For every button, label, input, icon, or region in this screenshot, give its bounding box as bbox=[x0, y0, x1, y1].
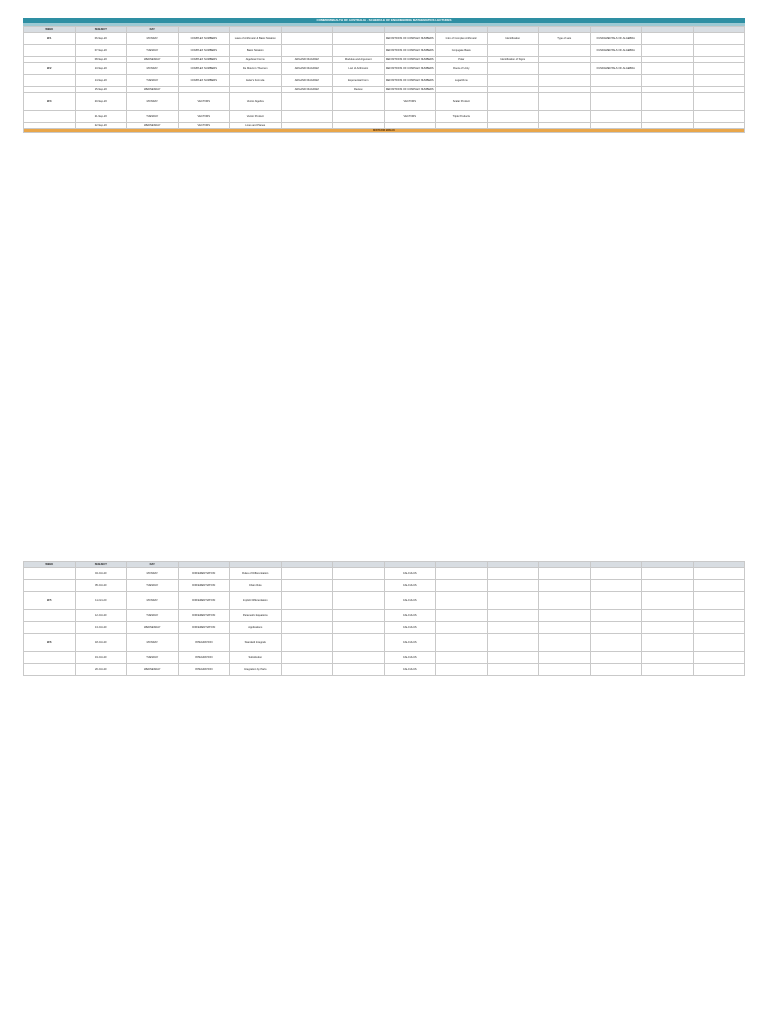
table-cell-c4 bbox=[333, 610, 385, 622]
table-cell-c2: Rules of Differentiation bbox=[230, 568, 282, 580]
table-cell-week bbox=[24, 568, 76, 580]
table-cell-c3 bbox=[281, 45, 333, 57]
table-cell-c7 bbox=[487, 75, 539, 87]
table-cell-week: W.1 bbox=[24, 33, 76, 45]
table-cell-c10 bbox=[642, 93, 694, 111]
table-cell-c1: COMPLEX NUMBERS bbox=[178, 45, 230, 57]
table-cell-date: 13-Oct-20 bbox=[75, 622, 127, 634]
header-cell: SUBJECT bbox=[75, 27, 127, 33]
table-cell-c5: VECTORS bbox=[384, 93, 436, 111]
break-band-label: MIDTERM BREAK bbox=[24, 129, 745, 133]
table-cell-date: 04-Oct-20 bbox=[75, 568, 127, 580]
table-cell-c2: Lines and Planes bbox=[230, 123, 282, 129]
table-cell-c1: VECTORS bbox=[178, 93, 230, 111]
table-cell-c3 bbox=[281, 622, 333, 634]
table-cell-c4 bbox=[333, 592, 385, 610]
table-cell-c4 bbox=[333, 45, 385, 57]
table-cell-c10 bbox=[642, 63, 694, 75]
table-cell-day: MONDAY bbox=[127, 592, 179, 610]
table-cell-c6 bbox=[436, 580, 488, 592]
table-cell-date: 12-Oct-20 bbox=[75, 610, 127, 622]
table-cell-c3 bbox=[281, 111, 333, 123]
table-cell-date: 18-Oct-20 bbox=[75, 634, 127, 652]
table-cell-c5: CALCULUS bbox=[384, 634, 436, 652]
table-row bbox=[24, 63, 745, 75]
header-cell: SUBJECT bbox=[75, 562, 127, 568]
table-cell-c10 bbox=[642, 634, 694, 652]
table-cell-c6 bbox=[436, 568, 488, 580]
table-cell-day: WEDNESDAY bbox=[127, 622, 179, 634]
table-cell-c10 bbox=[642, 580, 694, 592]
table-cell-c2: Euler's Formula bbox=[230, 75, 282, 87]
table-cell-c1: VECTORS bbox=[178, 111, 230, 123]
table-cell-c2: Applications bbox=[230, 622, 282, 634]
table-row bbox=[24, 610, 745, 622]
table-cell-c6 bbox=[436, 622, 488, 634]
table-cell-c5: DEFINITIONS OF COMPLEX NUMBERS bbox=[384, 45, 436, 57]
table-cell-c11 bbox=[693, 580, 745, 592]
table-cell-date: 08-Sep-20 bbox=[75, 57, 127, 63]
table-cell-c6: Scalar Product bbox=[436, 93, 488, 111]
table-cell-week: W.3 bbox=[24, 93, 76, 111]
table-cell-c3 bbox=[281, 93, 333, 111]
table-cell-c4 bbox=[333, 634, 385, 652]
table-cell-c9 bbox=[590, 93, 642, 111]
table-cell-date: 14-Sep-20 bbox=[75, 75, 127, 87]
table-cell-c9 bbox=[590, 111, 642, 123]
table-cell-c11 bbox=[693, 33, 745, 45]
header-cell: DAY bbox=[127, 562, 179, 568]
table-cell-week bbox=[24, 75, 76, 87]
table-cell-c2: Algebraic Forms bbox=[230, 57, 282, 63]
table-cell-c2: Laws of Arithmetic & Basic Notation bbox=[230, 33, 282, 45]
table-cell-c6: Logarithms bbox=[436, 75, 488, 87]
table-cell-week bbox=[24, 622, 76, 634]
table-cell-c3: ARGAND DIAGRAM bbox=[281, 57, 333, 63]
page-1 bbox=[23, 18, 745, 540]
table-cell-c3: ARGAND DIAGRAM bbox=[281, 87, 333, 93]
table-cell-day: MONDAY bbox=[127, 63, 179, 75]
table-cell-c2: Substitution bbox=[230, 652, 282, 664]
table-cell-c8 bbox=[539, 75, 591, 87]
table-cell-c1: VECTORS bbox=[178, 123, 230, 129]
table-cell-c8 bbox=[539, 63, 591, 75]
table-cell-c8 bbox=[539, 568, 591, 580]
table-cell-day: WEDNESDAY bbox=[127, 87, 179, 93]
table-cell-c10 bbox=[642, 111, 694, 123]
table-cell-day: TUESDAY bbox=[127, 652, 179, 664]
table-cell-date: 22-Sep-20 bbox=[75, 123, 127, 129]
table-cell-c4 bbox=[333, 568, 385, 580]
table-cell-date: 20-Oct-20 bbox=[75, 664, 127, 676]
table-cell-c4: Loci of Arithmetic bbox=[333, 63, 385, 75]
table-cell-c1: DIFFERENTIATION bbox=[178, 610, 230, 622]
header-cell: WEEK bbox=[24, 27, 76, 33]
table-cell-c3 bbox=[281, 580, 333, 592]
table-cell-c5: DEFINITIONS OF COMPLEX NUMBERS bbox=[384, 63, 436, 75]
table-cell-day: MONDAY bbox=[127, 634, 179, 652]
table-cell-c1: COMPLEX NUMBERS bbox=[178, 63, 230, 75]
table-cell-c7 bbox=[487, 652, 539, 664]
table-cell-date: 05-Oct-20 bbox=[75, 580, 127, 592]
table-cell-day: TUESDAY bbox=[127, 111, 179, 123]
table-cell-c11 bbox=[693, 664, 745, 676]
table-cell-week: W.2 bbox=[24, 63, 76, 75]
table-cell-c10 bbox=[642, 610, 694, 622]
table-cell-c7: Identification of Signs bbox=[487, 57, 539, 63]
table-cell-c4 bbox=[333, 580, 385, 592]
header-cell: DAY bbox=[127, 27, 179, 33]
table-cell-c1: COMPLEX NUMBERS bbox=[178, 57, 230, 63]
table-cell-day: TUESDAY bbox=[127, 75, 179, 87]
table-row bbox=[24, 664, 745, 676]
table-cell-c9 bbox=[590, 652, 642, 664]
document-title: COMMONWEALTH OF AUSTRALIA · SCHEDULE OF ENGINEERING MATHEMATICS LECTURES bbox=[23, 18, 745, 23]
table-cell-c9 bbox=[590, 664, 642, 676]
table-cell-c5: CALCULUS bbox=[384, 568, 436, 580]
table-cell-c6 bbox=[436, 610, 488, 622]
table-row bbox=[24, 622, 745, 634]
table-cell-c5: CALCULUS bbox=[384, 622, 436, 634]
table-cell-c6 bbox=[436, 664, 488, 676]
table-cell-c4: Exponential Form bbox=[333, 75, 385, 87]
table-cell-c5: DEFINITIONS OF COMPLEX NUMBERS bbox=[384, 33, 436, 45]
table-cell-c7 bbox=[487, 580, 539, 592]
table-cell-c10 bbox=[642, 652, 694, 664]
schedule-table-1 bbox=[23, 26, 745, 133]
table-cell-c7 bbox=[487, 111, 539, 123]
table-cell-c6: Polar bbox=[436, 57, 488, 63]
table-cell-c8 bbox=[539, 652, 591, 664]
break-band bbox=[24, 129, 745, 133]
table-cell-c1: DIFFERENTIATION bbox=[178, 568, 230, 580]
table-cell-day: MONDAY bbox=[127, 568, 179, 580]
table-cell-c2: De Moivre's Theorem bbox=[230, 63, 282, 75]
table-cell-c7 bbox=[487, 63, 539, 75]
table-cell-c7 bbox=[487, 592, 539, 610]
table-row bbox=[24, 45, 745, 57]
table-cell-c3 bbox=[281, 610, 333, 622]
table-cell-c11 bbox=[693, 63, 745, 75]
table-cell-week: W.6 bbox=[24, 634, 76, 652]
table-cell-c10 bbox=[642, 568, 694, 580]
table-cell-c2: Parametric Equations bbox=[230, 610, 282, 622]
table-cell-c3: ARGAND DIAGRAM bbox=[281, 63, 333, 75]
table-cell-c7 bbox=[487, 45, 539, 57]
table-row bbox=[24, 111, 745, 123]
table-cell-day: MONDAY bbox=[127, 93, 179, 111]
table-cell-c5: DEFINITIONS OF COMPLEX NUMBERS bbox=[385, 58, 434, 61]
table-cell-week: W.5 bbox=[24, 592, 76, 610]
table-cell-date: 19-Oct-20 bbox=[75, 652, 127, 664]
table-cell-c5: CALCULUS bbox=[384, 652, 436, 664]
table-cell-c1: DIFFERENTIATION bbox=[178, 622, 230, 634]
table-cell-c5: DEFINITIONS OF COMPLEX NUMBERS bbox=[384, 75, 436, 87]
table-cell-week bbox=[24, 652, 76, 664]
table-cell-c1: COMPLEX NUMBERS bbox=[178, 75, 230, 87]
table-cell-c2: Standard Integrals bbox=[230, 634, 282, 652]
table-cell-c11 bbox=[693, 622, 745, 634]
table-cell-c4 bbox=[333, 622, 385, 634]
table-cell-week bbox=[24, 664, 76, 676]
table-cell-c3 bbox=[281, 634, 333, 652]
table-cell-date: 15-Sep-20 bbox=[75, 87, 127, 93]
table-cell-c2: Basic Notation bbox=[230, 45, 282, 57]
table-cell-c9 bbox=[590, 580, 642, 592]
table-cell-c8 bbox=[539, 93, 591, 111]
table-cell-c8: Type of sets bbox=[539, 33, 591, 45]
table-cell-c11 bbox=[693, 610, 745, 622]
table-cell-c2: Integration by Parts bbox=[230, 664, 282, 676]
table-cell-c3 bbox=[281, 568, 333, 580]
table-cell-c4 bbox=[333, 111, 385, 123]
table-cell-c7 bbox=[487, 664, 539, 676]
table-cell-c3 bbox=[281, 664, 333, 676]
table-cell-c10 bbox=[642, 664, 694, 676]
table-cell-c9 bbox=[590, 75, 642, 87]
table-row bbox=[24, 634, 745, 652]
table-cell-c4 bbox=[333, 652, 385, 664]
table-cell-c11 bbox=[693, 111, 745, 123]
header-cell: WEEK bbox=[24, 562, 76, 568]
table-cell-c11 bbox=[693, 75, 745, 87]
table-cell-c1: INTEGRATION bbox=[178, 634, 230, 652]
table-cell-c7 bbox=[487, 622, 539, 634]
table-cell-c8 bbox=[539, 45, 591, 57]
table-cell-c9 bbox=[590, 568, 642, 580]
table-cell-c11 bbox=[693, 93, 745, 111]
table-cell-c5: CALCULUS bbox=[384, 592, 436, 610]
table-cell-c3: ARGAND DIAGRAM bbox=[281, 75, 333, 87]
table-cell-c3 bbox=[281, 33, 333, 45]
table-cell-c8 bbox=[539, 592, 591, 610]
table-cell-c11 bbox=[693, 634, 745, 652]
table-cell-c10 bbox=[642, 622, 694, 634]
table-cell-c10 bbox=[642, 75, 694, 87]
table-cell-c4: Review bbox=[333, 87, 385, 93]
table-cell-c2: Implicit Differentiation bbox=[230, 592, 282, 610]
table-cell-c2: Vector Product bbox=[230, 111, 282, 123]
table-cell-c8 bbox=[539, 634, 591, 652]
table-cell-day: MONDAY bbox=[127, 33, 179, 45]
table-cell-c7 bbox=[487, 568, 539, 580]
table-cell-c7: Identification bbox=[487, 33, 539, 45]
table-row bbox=[24, 93, 745, 111]
table-cell-c11 bbox=[693, 568, 745, 580]
table-cell-c9: FUNDAMENTALS OF ALGEBRA bbox=[590, 63, 642, 75]
table-cell-day: WEDNESDAY bbox=[127, 123, 179, 129]
table-cell-c4 bbox=[333, 93, 385, 111]
page-2 bbox=[23, 561, 745, 1024]
table-cell-c7 bbox=[487, 634, 539, 652]
table-cell-week bbox=[24, 45, 76, 57]
table-cell-day: WEDNESDAY bbox=[127, 664, 179, 676]
table-row bbox=[24, 580, 745, 592]
schedule-table-2 bbox=[23, 561, 745, 676]
table-cell-c6 bbox=[436, 634, 488, 652]
table-cell-day: TUESDAY bbox=[127, 45, 179, 57]
table-cell-c8 bbox=[539, 580, 591, 592]
table-cell-c5: CALCULUS bbox=[384, 664, 436, 676]
table-cell-date: 13-Sep-20 bbox=[75, 63, 127, 75]
table-cell-c6: Intro of Complex Arithmetic bbox=[436, 33, 488, 45]
table-cell-c7 bbox=[487, 610, 539, 622]
table-row bbox=[24, 75, 745, 87]
table-cell-c11 bbox=[693, 45, 745, 57]
table-cell-c6: Roots of Unity bbox=[436, 63, 488, 75]
table-cell-c2: Vector Algebra bbox=[230, 93, 282, 111]
table-row bbox=[24, 652, 745, 664]
table-cell-week bbox=[24, 610, 76, 622]
table-cell-c1: INTEGRATION bbox=[178, 664, 230, 676]
table-cell-c7 bbox=[487, 93, 539, 111]
table-cell-week bbox=[24, 111, 76, 123]
table-cell-c3 bbox=[281, 652, 333, 664]
table-cell-c2: Chain Rule bbox=[230, 580, 282, 592]
table-cell-c6 bbox=[436, 652, 488, 664]
table-cell-c9 bbox=[590, 622, 642, 634]
table-row bbox=[24, 33, 745, 45]
table-cell-c1: DIFFERENTIATION bbox=[178, 580, 230, 592]
table-cell-date: 21-Sep-20 bbox=[75, 111, 127, 123]
table-cell-c9: FUNDAMENTALS OF ALGEBRA bbox=[590, 45, 642, 57]
table-cell-c5: VECTORS bbox=[384, 111, 436, 123]
table-cell-c11 bbox=[693, 592, 745, 610]
table-cell-c10 bbox=[642, 45, 694, 57]
table-cell-day: TUESDAY bbox=[127, 580, 179, 592]
table-cell-day: TUESDAY bbox=[127, 610, 179, 622]
table-cell-c5: CALCULUS bbox=[384, 610, 436, 622]
table-cell-c10 bbox=[642, 592, 694, 610]
table-cell-c3 bbox=[281, 592, 333, 610]
table-row bbox=[24, 592, 745, 610]
table-cell-c4 bbox=[333, 664, 385, 676]
table-cell-c9: FUNDAMENTALS OF ALGEBRA bbox=[590, 33, 642, 45]
table-cell-c8 bbox=[539, 610, 591, 622]
table-cell-c4 bbox=[333, 33, 385, 45]
table-cell-date: 06-Sep-20 bbox=[75, 33, 127, 45]
table-cell-c5: DEFINITIONS OF COMPLEX NUMBERS bbox=[385, 88, 434, 91]
table-cell-c9 bbox=[590, 634, 642, 652]
table-cell-day: WEDNESDAY bbox=[127, 57, 179, 63]
table-cell-date: 11-Oct-20 bbox=[75, 592, 127, 610]
table-cell-c4: Modulus and Argument bbox=[333, 57, 385, 63]
table-cell-date: 20-Sep-20 bbox=[75, 93, 127, 111]
table-row bbox=[24, 568, 745, 580]
table-cell-c9 bbox=[590, 592, 642, 610]
table-cell-c10 bbox=[642, 33, 694, 45]
table-cell-c1: DIFFERENTIATION bbox=[178, 592, 230, 610]
table-cell-date: 07-Sep-20 bbox=[75, 45, 127, 57]
table-cell-c11 bbox=[693, 652, 745, 664]
table-cell-c9 bbox=[590, 610, 642, 622]
table-cell-c1: COMPLEX NUMBERS bbox=[178, 33, 230, 45]
table-cell-c1: INTEGRATION bbox=[178, 652, 230, 664]
table-cell-c5: CALCULUS bbox=[384, 580, 436, 592]
table-cell-c6: Conjugate Basis bbox=[436, 45, 488, 57]
table-cell-week bbox=[24, 580, 76, 592]
table-cell-c8 bbox=[539, 664, 591, 676]
table-cell-c6 bbox=[436, 592, 488, 610]
table-cell-c8 bbox=[539, 111, 591, 123]
table-cell-c6: Triple Products bbox=[436, 111, 488, 123]
table-cell-c8 bbox=[539, 622, 591, 634]
